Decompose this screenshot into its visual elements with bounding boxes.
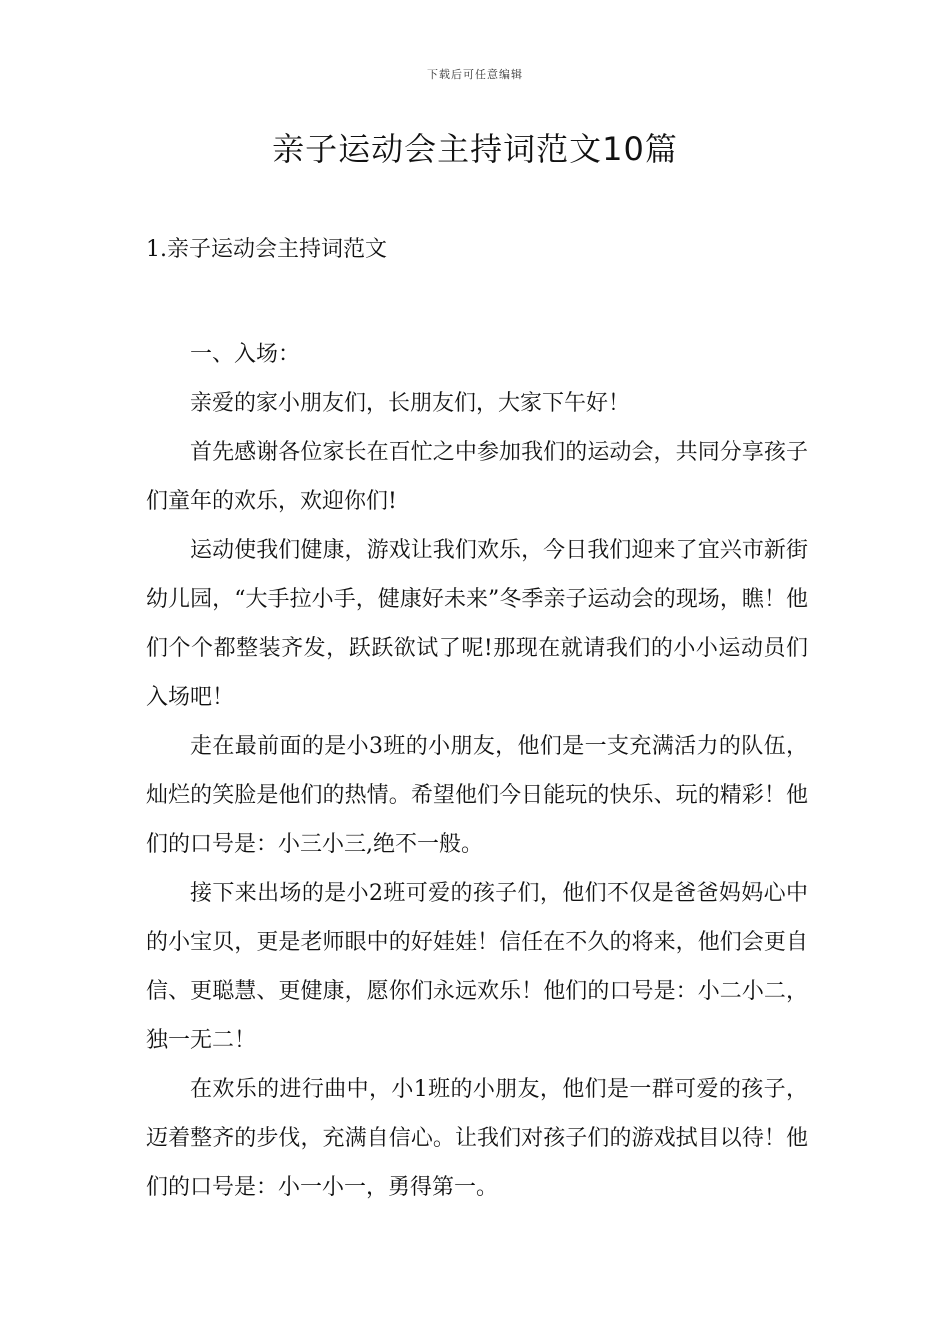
paragraph: 首先感谢各位家长在百忙之中参加我们的运动会，共同分享孩子们童年的欢乐，欢迎你们! [146, 440, 808, 514]
document-title: 亲子运动会主持词范文10篇 [272, 130, 678, 168]
page-header-note: 下载后可任意编辑 [427, 68, 523, 81]
paragraph: 一、入场： [190, 342, 301, 367]
paragraph: 运动使我们健康，游戏让我们欢乐，今日我们迎来了宜兴市新街幼儿园，“大手拉小手，健康好未来”冬季亲子运动会的现场，瞧！他们个个都整装齐发，跃跃欲试了呢!那现在就请我们的小小运动员们入场吧！ [146, 538, 808, 710]
paragraph: 走在最前面的是小3班的小朋友，他们是一支充满活力的队伍，灿烂的笑脸是他们的热情。希望他们今日能玩的快乐、玩的精彩！他们的口号是：小三小三,绝不一般。 [146, 734, 808, 857]
paragraph: 在欢乐的进行曲中，小1班的小朋友，他们是一群可爱的孩子，迈着整齐的步伐，充满自信心。让我们对孩子们的游戏拭目以待！他们的口号是：小一小一，勇得第一。 [146, 1077, 808, 1200]
document-body [146, 330, 808, 1212]
paragraph: 接下来出场的是小2班可爱的孩子们，他们不仅是爸爸妈妈心中的小宝贝，更是老师眼中的好娃娃！信任在不久的将来，他们会更自信、更聪慧、更健康，愿你们永远欢乐！他们的口号是：小二小二，独一无二！ [146, 881, 808, 1053]
paragraph: 亲爱的家小朋友们，长朋友们，大家下午好！ [190, 391, 631, 416]
section-heading: 1.亲子运动会主持词范文 [146, 237, 387, 262]
